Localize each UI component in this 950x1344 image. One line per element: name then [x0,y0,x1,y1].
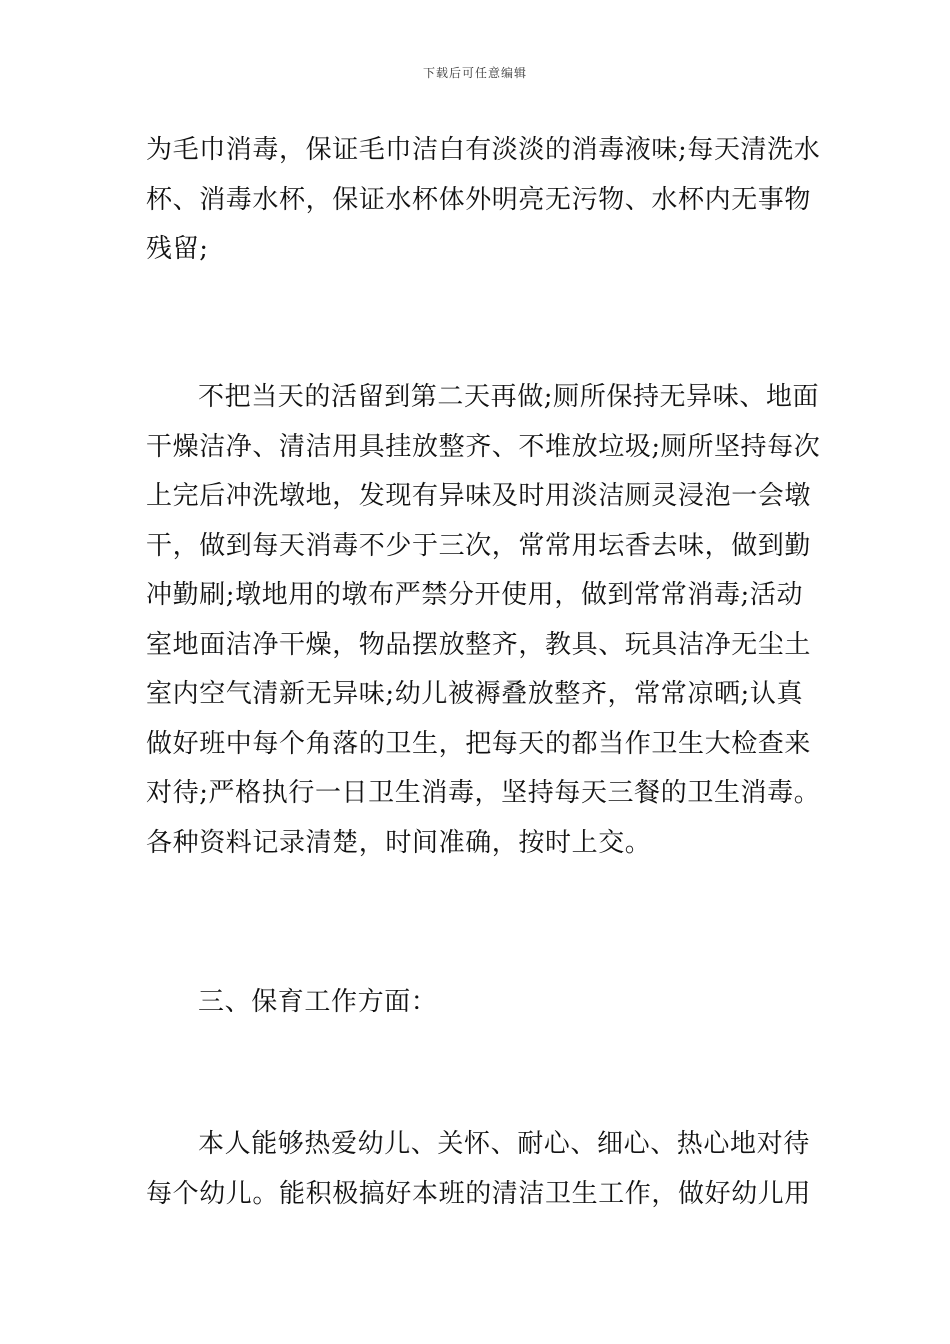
text-line: 对待;严格执行一日卫生消毒，坚持每天三餐的卫生消毒。 [146,778,821,808]
text-line: 干燥洁净、清洁用具挂放整齐、不堆放垃圾;厕所坚持每次 [146,431,821,462]
paragraph-childcare-attitude [146,1120,812,1219]
text-line: 各种资料记录清楚，时间准确，按时上交。 [146,827,652,858]
section-heading-childcare [146,978,806,1028]
page-header-note: 下载后可任意编辑 [422,66,527,80]
paragraph-cleaning-duties [146,373,821,868]
text-line: 为毛巾消毒，保证毛巾洁白有淡淡的消毒液味;每天清洗水 [146,135,821,165]
text-line: 干，做到每天消毒不少于三次，常常用坛香去味，做到勤 [146,530,812,561]
text-line: 残留; [146,234,209,264]
text-line: 杯、消毒水杯，保证水杯体外明亮无污物、水杯内无事物 [146,184,812,215]
text-line: 本人能够热爱幼儿、关怀、耐心、细心、热心地对待 [198,1129,810,1159]
text-line: 冲勤刷;墩地用的墩布严禁分开使用，做到常常消毒;活动 [146,580,804,610]
text-line: 室内空气清新无异味;幼儿被褥叠放整齐，常常凉晒;认真 [146,679,804,709]
text-line: 不把当天的活留到第二天再做;厕所保持无异味、地面 [198,382,820,412]
text-line: 每个幼儿。能积极搞好本班的清洁卫生工作，做好幼儿用 [146,1178,812,1209]
text-line: 室地面洁净干燥，物品摆放整齐，教具、玩具洁净无尘土 [146,629,812,660]
paragraph-disinfection-continued [146,126,821,275]
section-heading-text: 三、保育工作方面： [198,987,438,1017]
text-line: 上完后冲洗墩地，发现有异味及时用淡洁厕灵浸泡一会墩 [146,481,812,511]
text-line: 做好班中每个角落的卫生，把每天的都当作卫生大检查来 [146,728,812,759]
